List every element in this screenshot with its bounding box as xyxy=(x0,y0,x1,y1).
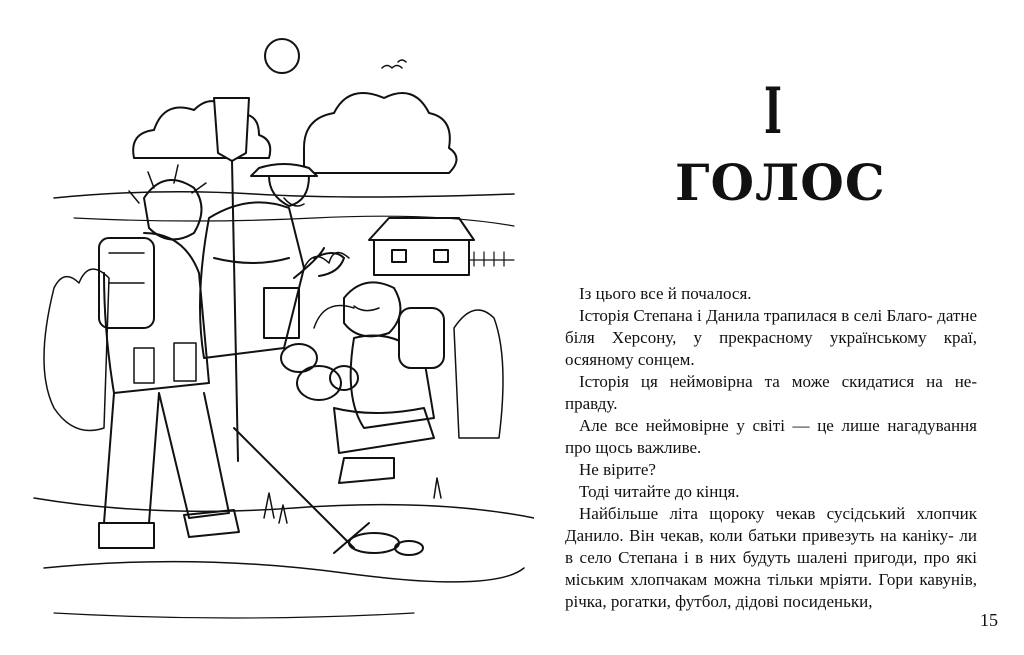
cloud-right-icon xyxy=(304,93,457,173)
paragraph: Історія Степана і Данила трапилася в селі Благо- датне біля Херсону, у прекрасному українському краї, осяяному сонцем. xyxy=(565,306,977,369)
paragraph: Історія ця неймовірна та може скидатися на не- правду. xyxy=(565,372,977,413)
page-number: 15 xyxy=(980,610,998,630)
chapter-number: І xyxy=(764,74,782,149)
sun-icon xyxy=(265,39,299,73)
crouching-boy-figure xyxy=(314,282,444,483)
body-text xyxy=(565,283,977,613)
cloud-left-icon xyxy=(133,101,270,158)
paragraph: Із цього все й почалося. xyxy=(579,284,752,303)
paragraph: Але все неймовірне у світі — це лише нагадування про щось важливе. xyxy=(565,416,977,457)
birds-icon xyxy=(382,60,406,68)
cottage-icon xyxy=(369,218,514,275)
paragraph: Тоді читайте до кінця. xyxy=(579,482,740,501)
chapter-title: ГОЛОС xyxy=(675,153,886,212)
paragraph: Найбільше літа щороку чекав сусідський хлопчик Данило. Він чекав, коли батьки привезуть на каніку- ли в село Степана і в них будуть шалені пригоди, про які міським хлопчакам можна тільки мріяти. Гори кавунів, річка, рогатки, футбол, дідові посиденьки, xyxy=(565,504,977,611)
rake-icon xyxy=(234,428,369,553)
right-bushes xyxy=(454,310,503,438)
paragraph: Не вірите? xyxy=(579,460,656,479)
shovel-icon xyxy=(214,98,249,461)
garden-illustration xyxy=(14,28,534,628)
